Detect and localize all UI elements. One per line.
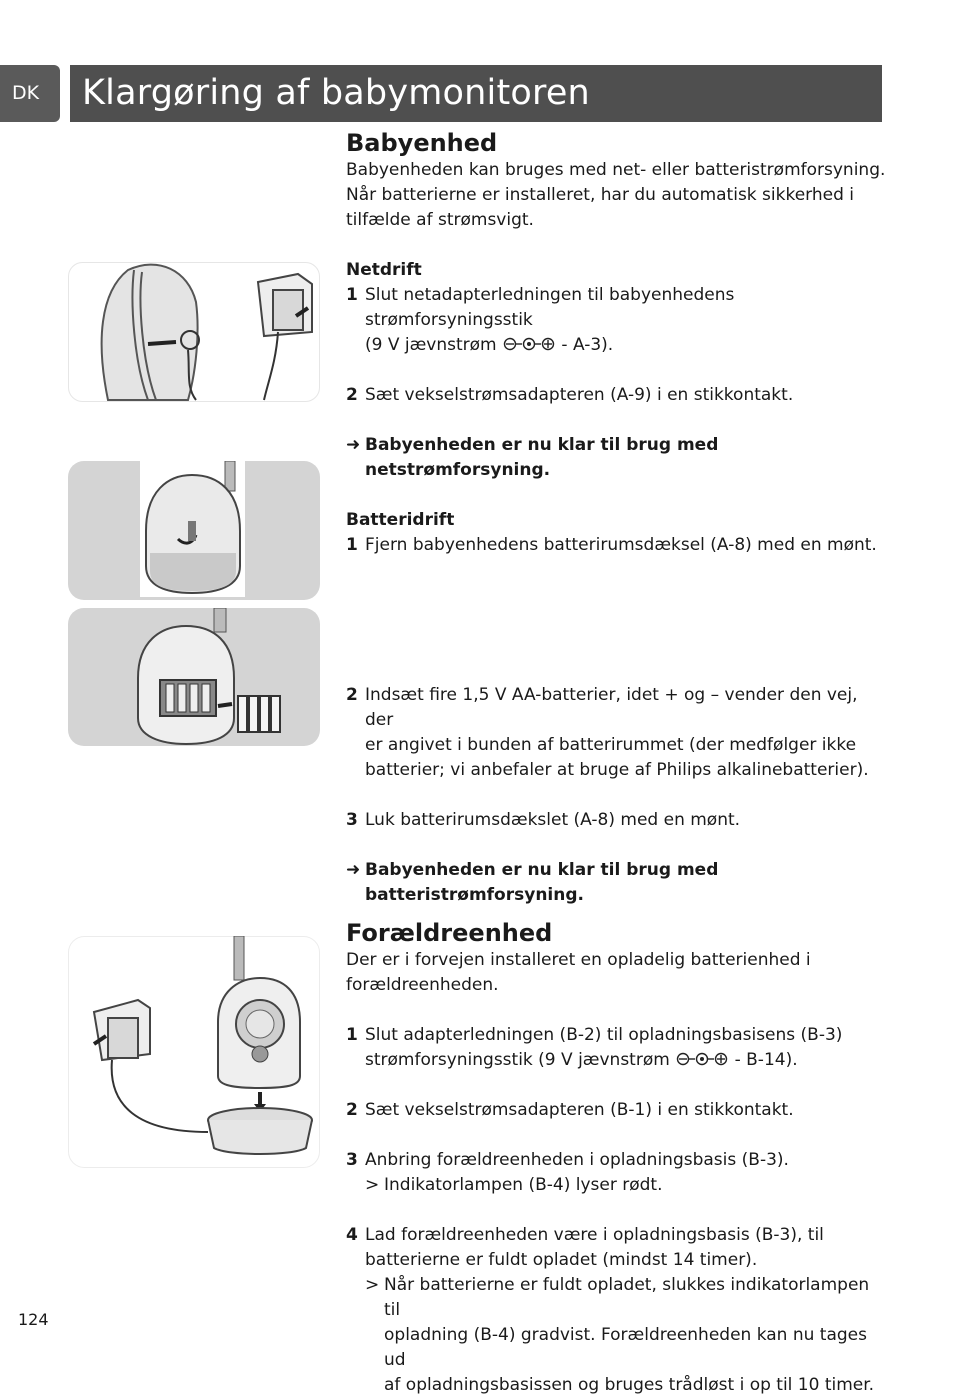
step-note: > Når batterierne er fuldt opladet, slukkes indikatorlampen til opladning (B-4) gradvist. Forældreenheden kan nu tages ud af opladningsbasissen og bruges trådløst i op til 10 timer.: [365, 1273, 886, 1398]
step-number: 3: [346, 1150, 358, 1170]
note-text: Når batterierne er fuldt opladet, slukkes indikatorlampen til: [384, 1275, 870, 1320]
step-text: Sæt vekselstrømsadapteren (B-1) i en stikkontakt.: [365, 1100, 794, 1120]
note-text: Indikatorlampen (B-4) lyser rødt.: [384, 1175, 663, 1195]
step-text: Slut adapterledningen (B-2) til opladningsbasisens (B-3): [365, 1025, 843, 1045]
parent-intro-line: forældreenheden.: [346, 975, 499, 995]
section-heading-baby-unit: Babyenhed: [346, 129, 498, 157]
polarity-symbol-icon: [502, 336, 556, 352]
step-number: 1: [346, 1025, 358, 1045]
battery-step-3: [346, 808, 886, 833]
result-text: batteristrømforsyning.: [365, 885, 584, 905]
parent-step-3: [346, 1148, 886, 1198]
title-bar: [70, 65, 882, 122]
baby-intro-line: tilfælde af strømsvigt.: [346, 210, 534, 230]
subheading-battery: Batteridrift: [346, 510, 455, 530]
language-tab: [0, 65, 60, 122]
arrow-icon: ➜: [346, 435, 361, 455]
section-heading-parent-unit: Forældreenhed: [346, 919, 553, 947]
step-text: Luk batterirumsdækslet (A-8) med en mønt.: [365, 810, 741, 830]
step-text: Lad forældreenheden være i opladningsbasis (B-3), til: [365, 1225, 824, 1245]
battery-step-2: [346, 683, 886, 783]
battery-result: [346, 858, 886, 908]
page-number: 124: [18, 1310, 49, 1329]
subheading-mains: Netdrift: [346, 260, 422, 280]
step-number: 1: [346, 535, 358, 555]
mains-result: [346, 433, 886, 483]
parent-step-1: [346, 1023, 886, 1073]
battery-insert-illustration: [68, 608, 320, 748]
battery-cover-illustration: [68, 461, 320, 600]
parent-step-4: [346, 1223, 886, 1398]
step-number: 2: [346, 385, 358, 405]
page-title: Klargøring af babymonitoren: [82, 73, 590, 113]
mains-step-2: [346, 383, 886, 408]
step-number: 4: [346, 1225, 358, 1245]
arrow-icon: ➜: [346, 860, 361, 880]
parent-step-2: [346, 1098, 886, 1123]
step-text: batterierne er fuldt opladet (mindst 14 timer).: [365, 1250, 758, 1270]
step-text: er angivet i bunden af batterirummet (der medfølger ikke: [365, 735, 857, 755]
result-text: Babyenheden er nu klar til brug med netstrømforsyning.: [365, 435, 719, 480]
step-number: 3: [346, 810, 358, 830]
step-number: 2: [346, 685, 358, 705]
baby-intro-line: Når batterierne er installeret, har du automatisk sikkerhed i: [346, 185, 855, 205]
charging-base-illustration: [68, 936, 320, 1168]
step-number: 2: [346, 1100, 358, 1120]
baby-intro-line: Babyenheden kan bruges med net- eller batteristrømforsyning.: [346, 160, 886, 180]
note-text: opladning (B-4) gradvist. Forældreenheden kan nu tages ud: [384, 1325, 867, 1370]
step-text: Slut netadapterledningen til babyenhedens strømforsyningsstik: [365, 285, 735, 330]
language-code: DK: [12, 82, 40, 104]
step-text: batterier; vi anbefaler at bruge af Philips alkalinebatterier).: [365, 760, 869, 780]
mains-step-1: [346, 283, 886, 358]
step-note: > Indikatorlampen (B-4) lyser rødt.: [365, 1173, 886, 1198]
step-text: Anbring forældreenheden i opladningsbasis (B-3).: [365, 1150, 789, 1170]
step-number: 1: [346, 285, 358, 305]
result-text: Babyenheden er nu klar til brug med: [365, 860, 719, 880]
note-text: af opladningsbasissen og bruges trådløst i op til 10 timer.: [384, 1375, 875, 1395]
plug-adapter-illustration: [68, 262, 320, 402]
main-content: [346, 128, 886, 1398]
polarity-symbol-icon: [675, 1051, 729, 1067]
step-text: Fjern babyenhedens batterirumsdæksel (A-8) med en mønt.: [365, 535, 877, 555]
step-text: Sæt vekselstrømsadapteren (A-9) i en stikkontakt.: [365, 385, 794, 405]
step-text: Indsæt fire 1,5 V AA-batterier, idet + og – vender den vej, der: [365, 685, 858, 730]
battery-step-1: [346, 533, 886, 558]
parent-intro-line: Der er i forvejen installeret en opladelig batterienhed i: [346, 950, 811, 970]
step-text: (9 V jævnstrøm - A-3).: [365, 335, 614, 355]
step-text: strømforsyningsstik (9 V jævnstrøm - B-14).: [365, 1050, 798, 1070]
